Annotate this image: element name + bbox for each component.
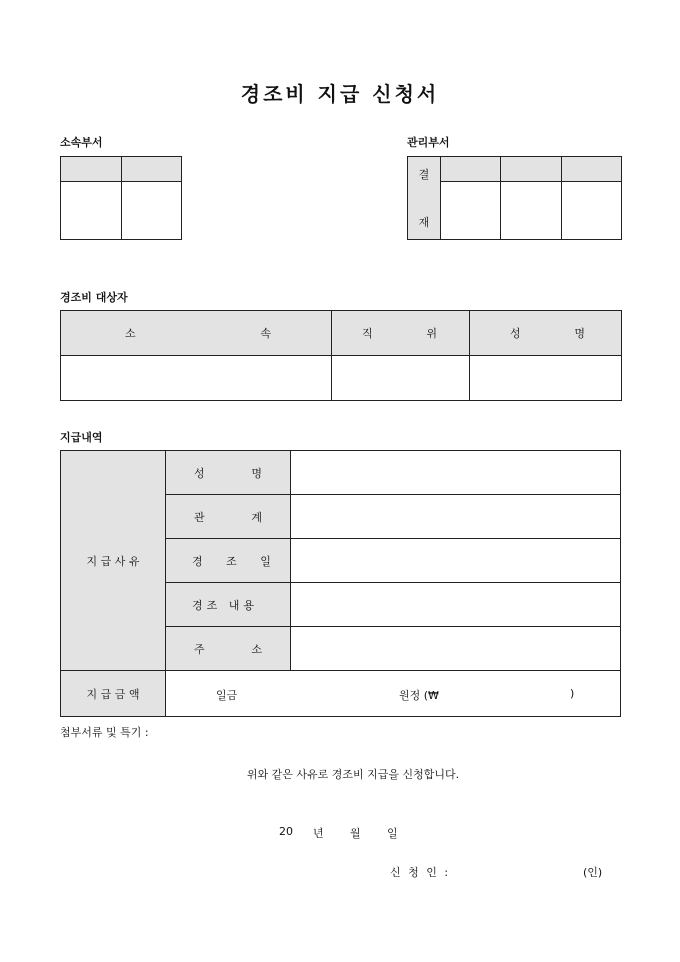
date-year: 20 xyxy=(279,825,293,838)
applicant-label: 신 청 인 : xyxy=(390,866,451,879)
date-month-unit: 월 xyxy=(350,827,361,840)
amount-prefix: 일금 xyxy=(216,689,238,702)
dept-header-cell xyxy=(61,157,122,182)
mgmt-header-cell xyxy=(441,157,501,182)
mgmt-header-cell xyxy=(501,157,561,182)
reason-relation-field[interactable] xyxy=(291,495,621,539)
page-title: 경조비 지급 신청서 xyxy=(240,82,440,106)
dept-sign-cell[interactable] xyxy=(121,182,182,240)
target-header-affiliation: 소 속 xyxy=(61,311,332,356)
reason-date-field[interactable] xyxy=(291,539,621,583)
dept-sign-cell[interactable] xyxy=(61,182,122,240)
approval-bottom: 재 xyxy=(418,216,430,229)
target-header-position: 직 위 xyxy=(332,311,470,356)
amount-field[interactable] xyxy=(166,671,621,717)
mgmt-sign-cell[interactable] xyxy=(561,182,621,240)
applicant-seal: (인) xyxy=(583,866,603,879)
mgmt-header-cell xyxy=(561,157,621,182)
dept-label: 소속부서 xyxy=(60,136,103,149)
target-label: 경조비 대상자 xyxy=(60,291,128,304)
statement: 위와 같은 사유로 경조비 지급을 신청합니다. xyxy=(246,768,460,781)
target-name-field[interactable] xyxy=(470,356,622,401)
reason-row-label: 주 소 xyxy=(166,627,291,671)
mgmt-sign-cell[interactable] xyxy=(441,182,501,240)
mgmt-label: 관리부서 xyxy=(407,136,450,149)
mgmt-approval-table xyxy=(407,156,622,240)
reason-row-label: 경조 내용 xyxy=(166,583,291,627)
payment-table xyxy=(60,450,621,717)
reason-content-field[interactable] xyxy=(291,583,621,627)
dept-signature-table xyxy=(60,156,182,240)
target-table xyxy=(60,310,622,401)
dept-header-cell xyxy=(121,157,182,182)
reason-label-cell: 지 급 사 유 xyxy=(61,451,166,671)
target-affiliation-field[interactable] xyxy=(61,356,332,401)
date-day-unit: 일 xyxy=(387,827,398,840)
amount-won: 원정 (₩ xyxy=(399,689,439,702)
approval-label-cell xyxy=(408,157,441,240)
amount-close: ) xyxy=(570,687,575,700)
attachments-label: 첨부서류 및 특기 : xyxy=(60,726,149,739)
date-year-unit: 년 xyxy=(313,827,324,840)
reason-row-label: 성 명 xyxy=(166,451,291,495)
mgmt-sign-cell[interactable] xyxy=(501,182,561,240)
reason-row-label: 경 조 일 xyxy=(166,539,291,583)
reason-row-label: 관 계 xyxy=(166,495,291,539)
amount-label-cell: 지 급 금 액 xyxy=(61,671,166,717)
approval-top: 결 xyxy=(418,168,430,181)
reason-name-field[interactable] xyxy=(291,451,621,495)
payment-label: 지급내역 xyxy=(60,431,103,444)
target-position-field[interactable] xyxy=(332,356,470,401)
reason-address-field[interactable] xyxy=(291,627,621,671)
target-header-name: 성 명 xyxy=(470,311,622,356)
